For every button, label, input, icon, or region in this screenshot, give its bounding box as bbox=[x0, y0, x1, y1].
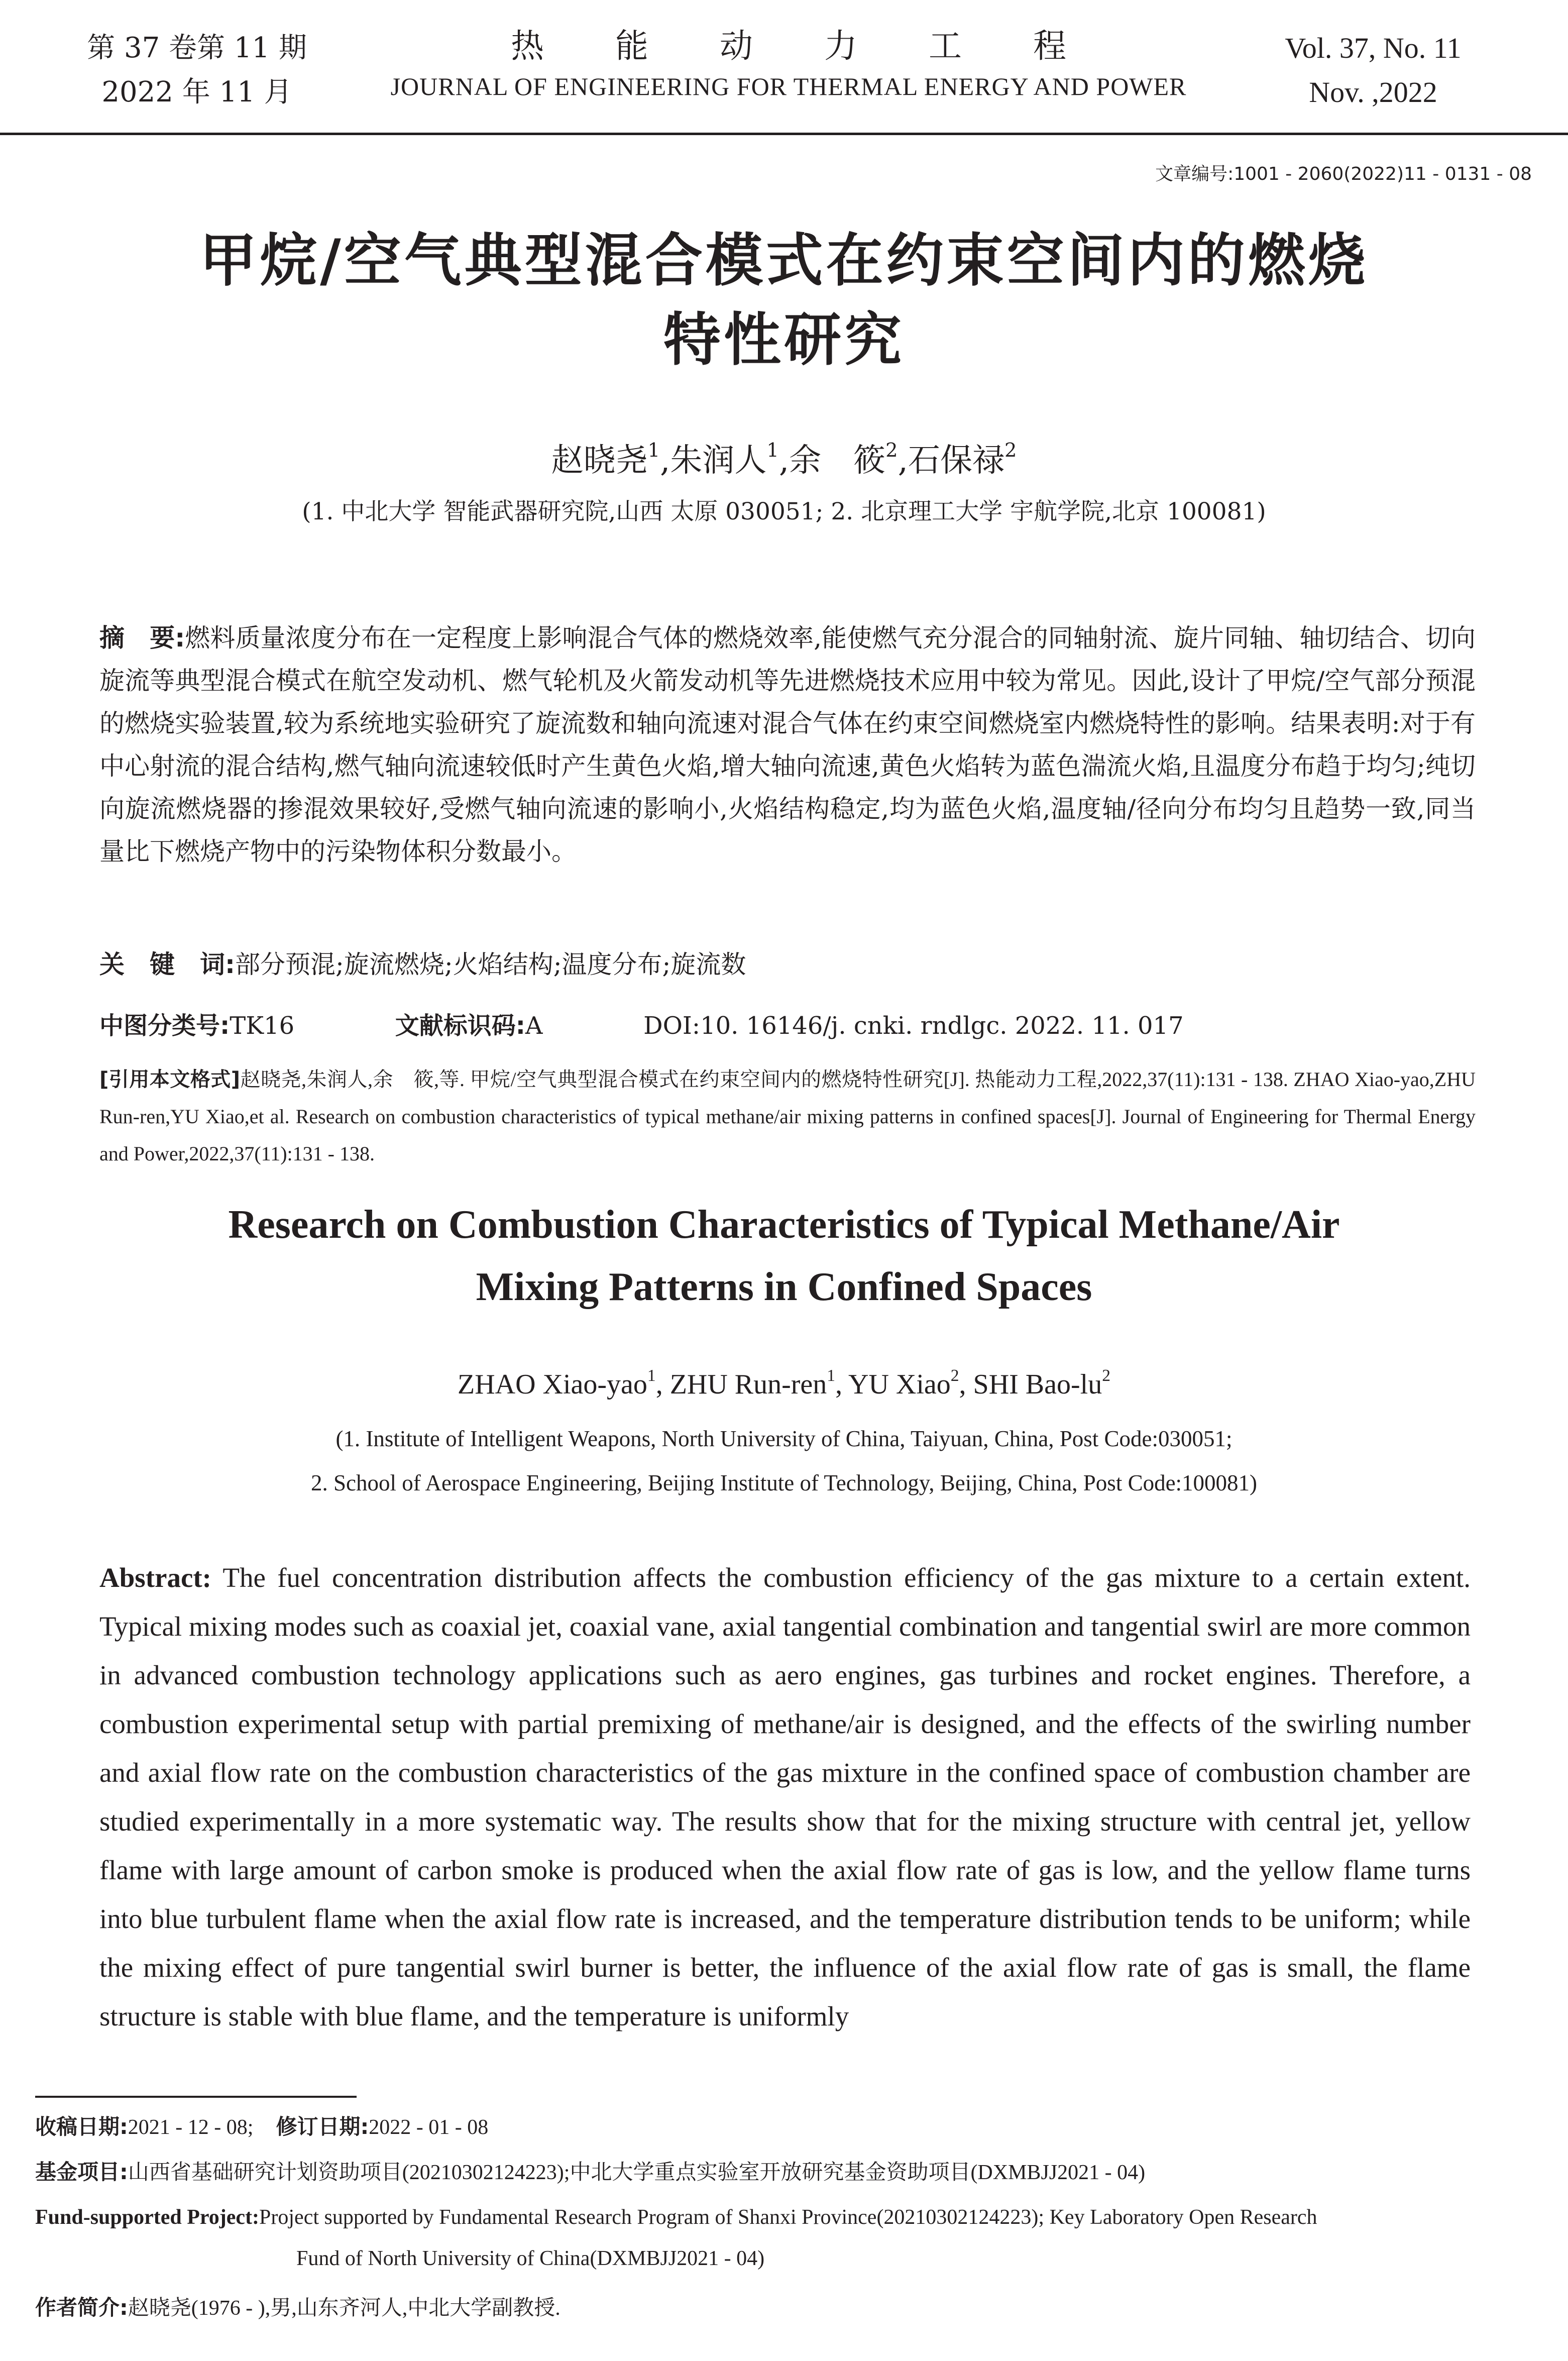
abstract-cn-text: 燃料质量浓度分布在一定程度上影响混合气体的燃烧效率,能使燃气充分混合的同轴射流、旋片同轴、轴切结合、切向旋流等典型混合模式在航空发动机、燃气轮机及火箭发动机等先进燃烧技术应用中较为常见。因此,设计了甲烷/空气部分预混的燃烧实验装置,较为系统地实验研究了旋流数和轴向流速对混合气体在约束空间燃烧室内燃烧特性的影响。结果表明:对于有中心射流的混合结构,燃气轴向流速较低时产生黄色火焰,增大轴向流速,黄色火焰转为蓝色湍流火焰,且温度分布趋于均匀;纯切向旋流燃烧器的掺混效果较好,受燃气轴向流速的影响小,火焰结构稳定,均为蓝色火焰,温度轴/径向分布均匀且趋势一致,同当量比下燃烧产物中的污染物体积分数最小。 bbox=[99, 623, 1476, 866]
volume-issue-cn: 第 37 卷第 11 期 bbox=[87, 32, 307, 64]
header-right bbox=[1243, 26, 1504, 115]
title-cn bbox=[0, 221, 1568, 380]
author-bio-label: 作者简介: bbox=[35, 2295, 128, 2320]
affiliation-cn: (1. 中北大学 智能武器研究院,山西 太原 030051; 2. 北京理工大学 宇航学院,北京 100081) bbox=[302, 498, 1266, 525]
clc-label: 中图分类号: bbox=[99, 1012, 230, 1040]
received-label: 收稿日期: bbox=[35, 2114, 128, 2139]
citation-label: [引用本文格式] bbox=[99, 1068, 241, 1091]
author-name: 朱润人 bbox=[670, 442, 767, 479]
author-affil-mark: 1 bbox=[647, 439, 660, 462]
author-affil-mark: 2 bbox=[1004, 439, 1017, 462]
keywords-cn bbox=[99, 944, 1476, 985]
author-bio-value: 赵晓尧(1976 - ),男,山东齐河人,中北大学副教授. bbox=[128, 2297, 561, 2320]
classification-line bbox=[99, 1006, 1476, 1046]
revised-value: 2022 - 01 - 08 bbox=[369, 2116, 489, 2139]
author-name: YU Xiao bbox=[848, 1369, 951, 1400]
footnote-rule bbox=[35, 2096, 357, 2098]
abstract-cn-label: 摘 要: bbox=[99, 623, 185, 653]
affiliation-en bbox=[0, 1417, 1568, 1505]
fund-value: 山西省基础研究计划资助项目(20210302124223);中北大学重点实验室开放研究基金资助项目(DXMBJJ2021 - 04) bbox=[128, 2161, 1146, 2184]
author-name: 石保禄 bbox=[908, 442, 1004, 479]
citation-text: 赵晓尧,朱润人,余 筱,等. 甲烷/空气典型混合模式在约束空间内的燃烧特性研究[J]. 热能动力工程,2022,37(11):131 - 138. ZHAO Xiao-yao,ZHU Run-ren,YU Xiao,et al. Research on combustion characteristics of typical methane/air mixing patterns in confined spaces[J]. Journal of Engineering for Thermal Energy and Power,2022,37(11):131 - 138. bbox=[99, 1068, 1476, 1165]
author-affil-mark: 2 bbox=[950, 1366, 959, 1385]
abstract-en bbox=[99, 1553, 1471, 2041]
article-number: 文章编号:1001 - 2060(2022)11 - 0131 - 08 bbox=[1155, 164, 1532, 184]
doc-code-label: 文献标识码: bbox=[395, 1012, 525, 1040]
journal-name-en: JOURNAL OF ENGINEERING FOR THERMAL ENERGY AND POWER bbox=[390, 72, 1187, 100]
affiliation-en-line1: (1. Institute of Intelligent Weapons, North University of China, Taiyuan, China, Post Code:030051; bbox=[335, 1426, 1233, 1451]
title-en bbox=[0, 1194, 1568, 1318]
abstract-en-text: The fuel concentration distribution affects the combustion efficiency of the gas mixture to a certain extent. Typical mixing modes such as coaxial jet, coaxial vane, axial tangential combination and tangential swirl are more common in advanced combustion technology applications such as aero engines, gas turbines and rocket engines. Therefore, a combustion experimental setup with partial premixing of methane/air is designed, and the effects of the swirling number and axial flow rate on the combustion characteristics of the gas mixture in the confined space of combustion chamber are studied experimentally in a more systematic way. The results show that for the mixing structure with central jet, yellow flame with large amount of carbon smoke is produced when the axial flow rate of gas is low, and the yellow flame turns into blue turbulent flame when the axial flow rate is increased, and the temperature distribution tends to be uniform; while the mixing effect of pure tangential swirl burner is better, the influence of the axial flow rate of gas is small, the flame structure is stable with blue flame, and the temperature is uniformly bbox=[99, 1562, 1471, 2031]
author-name: 余 筱 bbox=[789, 442, 886, 479]
footnote-fund-en-cont bbox=[296, 2239, 1537, 2278]
footnote-author bbox=[35, 2289, 1537, 2327]
author-name: ZHAO Xiao-yao bbox=[458, 1369, 647, 1400]
fund-en-label: Fund-supported Project: bbox=[35, 2206, 260, 2229]
date-en: Nov. ,2022 bbox=[1309, 76, 1437, 109]
received-value: 2021 - 12 - 08; bbox=[128, 2116, 254, 2139]
header-left bbox=[66, 26, 327, 115]
title-en-line2: Mixing Patterns in Confined Spaces bbox=[476, 1265, 1092, 1309]
volume-issue-en: Vol. 37, No. 11 bbox=[1285, 32, 1462, 64]
keywords-cn-label: 关 键 词: bbox=[99, 950, 235, 979]
clc-value: TK16 bbox=[230, 1012, 295, 1040]
footnote-fund bbox=[35, 2153, 1537, 2192]
abstract-en-label: Abstract: bbox=[99, 1562, 211, 1593]
header-rule bbox=[0, 133, 1568, 135]
keywords-cn-text: 部分预混;旋流燃烧;火焰结构;温度分布;旋流数 bbox=[235, 950, 746, 979]
authors-cn: 赵晓尧$^1$,朱润人$^1$,余 筱$^2$,石保禄$^2$ bbox=[551, 439, 1017, 479]
author-name: ZHU Run-ren bbox=[669, 1369, 827, 1400]
fund-en-value-line2: Fund of North University of China(DXMBJJ2021 - 04) bbox=[296, 2247, 765, 2270]
date-cn: 2022 年 11 月 bbox=[101, 76, 292, 109]
author-affil-mark: 1 bbox=[827, 1366, 836, 1385]
fund-label: 基金项目: bbox=[35, 2160, 128, 2184]
footnote-dates bbox=[35, 2108, 1537, 2147]
citation bbox=[99, 1061, 1476, 1172]
doi: DOI:10. 16146/j. cnki. rndlgc. 2022. 11. 017 bbox=[643, 1012, 1184, 1040]
author-name: 赵晓尧 bbox=[551, 442, 648, 479]
footnote-fund-en bbox=[35, 2198, 1537, 2236]
authors-en: ZHAO Xiao-yao$^1$, ZHU Run-ren$^1$, YU Xiao$^2$, SHI Bao-$lu^2$ bbox=[458, 1366, 1110, 1400]
affiliation-en-line2: 2. School of Aerospace Engineering, Beijing Institute of Technology, Beijing, China, Post Code:100081) bbox=[310, 1470, 1258, 1495]
author-affil-mark: 2 bbox=[1102, 1366, 1110, 1385]
header-center bbox=[372, 22, 1205, 102]
author-affil-mark: 1 bbox=[647, 1366, 656, 1385]
journal-name-cn: 热能动力工程 bbox=[511, 27, 1138, 65]
author-affil-mark: 1 bbox=[766, 439, 779, 462]
title-cn-line1: 甲烷/空气典型混合模式在约束空间内的燃烧 bbox=[199, 227, 1369, 294]
doc-code-value: A bbox=[525, 1012, 543, 1040]
author-name: SHI Bao-lu bbox=[973, 1369, 1102, 1400]
revised-label: 修订日期: bbox=[276, 2114, 369, 2139]
title-cn-line2: 特性研究 bbox=[663, 306, 905, 373]
author-affil-mark: 2 bbox=[885, 439, 898, 462]
title-en-line1: Research on Combustion Characteristics of Typical Methane/Air bbox=[228, 1203, 1340, 1247]
abstract-cn bbox=[99, 617, 1476, 873]
fund-en-value-line1: Project supported by Fundamental Research Program of Shanxi Province(20210302124223); Key Laboratory Open Research bbox=[259, 2206, 1317, 2229]
